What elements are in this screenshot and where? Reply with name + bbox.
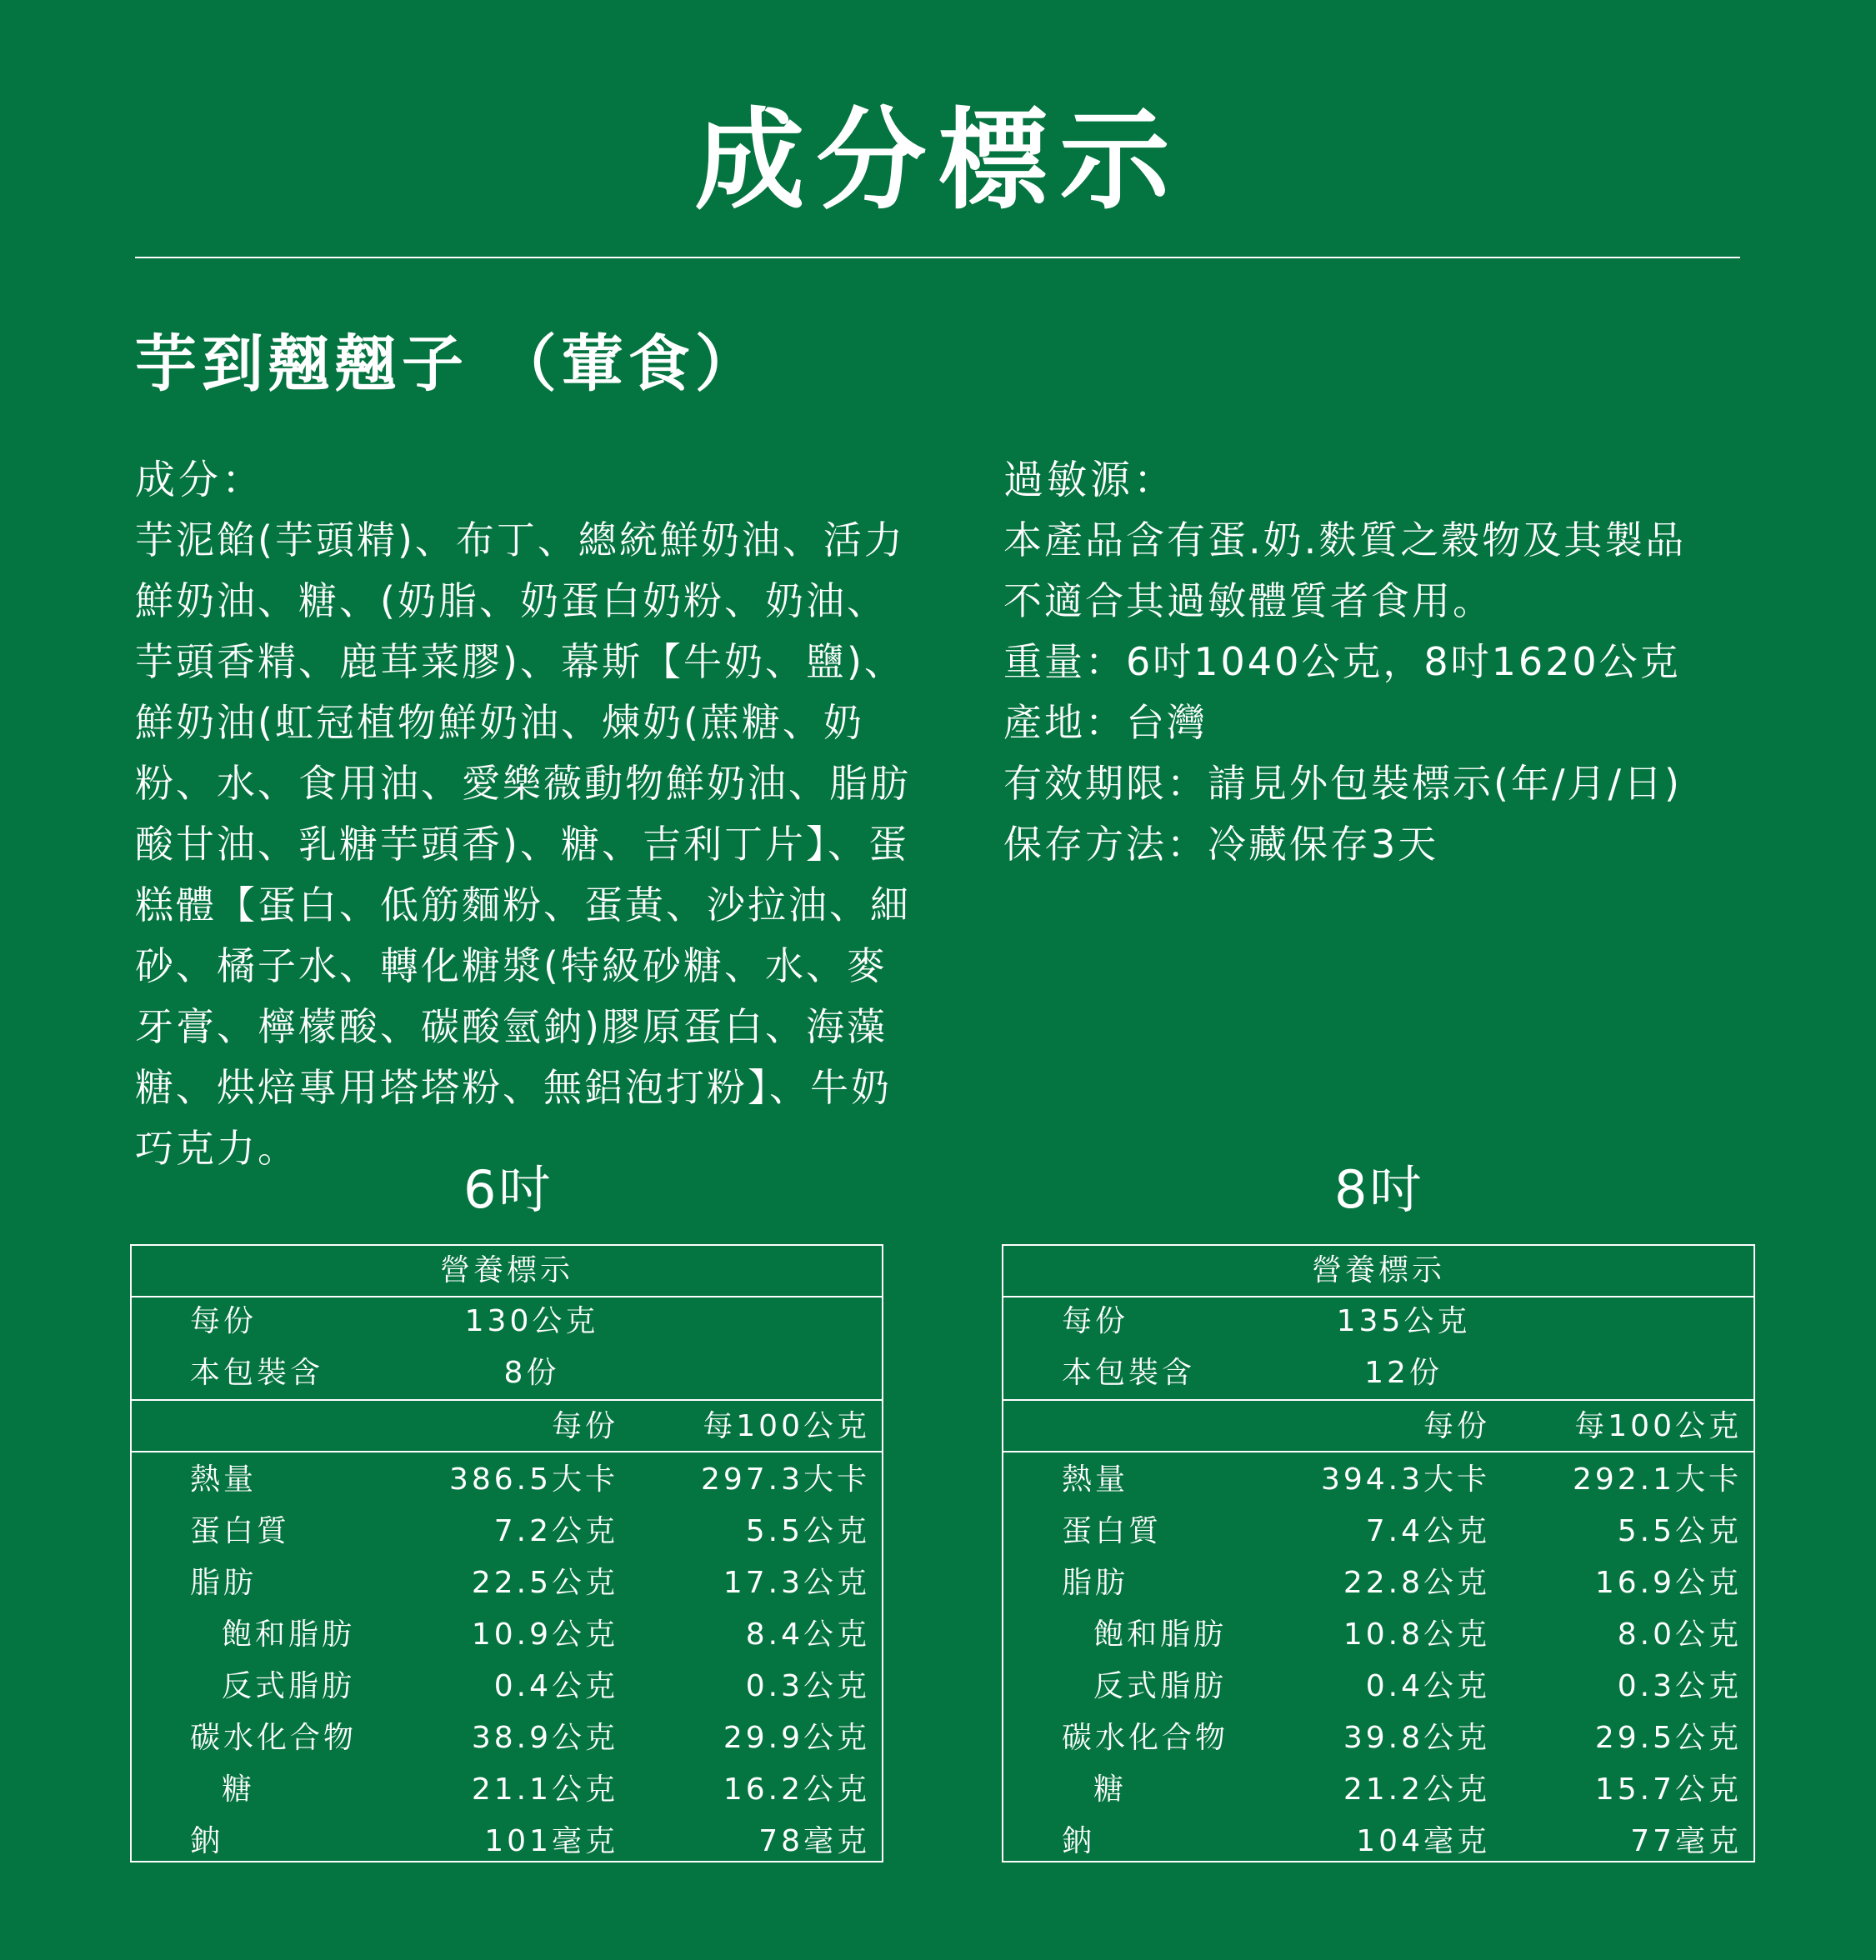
nutrient-per-100g: 8.4公克 — [745, 1618, 870, 1652]
ingredients-text: 芋泥餡(芋頭精)、布丁、總統鮮奶油、活力鮮奶油、糖、(奶脂、奶蛋白奶粉、奶油、芋頭香精、鹿茸菜膠)、幕斯【牛奶、鹽)、 鮮奶油(虹冠植物鮮奶油、煉奶(蔗糖、奶粉、水、食用油、愛樂薇動物鮮奶油、脂肪酸甘油、乳糖芋頭香)、糖、吉利丁片】、蛋糕體【蛋白、低筋麵粉、蛋黃、沙拉油、細砂、橘子水、轉化糖漿(特級砂糖、水、麥牙膏、檸檬酸、碳酸氫鈉)膠原蛋白、海藻糖、烘焙專用塔塔粉、無鋁泡打粉】、牛奶巧克力。 — [135, 518, 911, 1171]
nutrient-row — [132, 1558, 882, 1609]
page-title: 成分標示 — [694, 97, 1182, 225]
nutrient-per-serving: 394.3大卡 — [1320, 1462, 1490, 1497]
size-label-6: 6吋 — [463, 1159, 553, 1220]
nutrient-label: 糖 — [1093, 1772, 1128, 1807]
nutrition-table-6 — [130, 1244, 883, 1862]
nutrient-row — [132, 1816, 882, 1868]
nutrient-per-100g: 78毫克 — [758, 1824, 870, 1858]
nutrient-per-100g: 15.7公克 — [1594, 1772, 1742, 1807]
size-label-8: 8吋 — [1334, 1159, 1424, 1220]
origin-line: 產地：台灣 — [1003, 700, 1208, 745]
nutrient-per-serving: 0.4公克 — [493, 1669, 618, 1703]
serving-value: 130公克 — [464, 1304, 599, 1338]
nutrient-per-100g: 29.9公克 — [723, 1721, 870, 1755]
expiry-line: 有效期限：請見外包裝標示(年/月/日) — [1003, 761, 1682, 806]
ingredients-section — [135, 450, 918, 1179]
nutrient-row — [1003, 1506, 1753, 1558]
nutrient-per-serving: 39.8公克 — [1343, 1721, 1490, 1755]
column-header-per-100g: 每100公克 — [1574, 1409, 1742, 1443]
nutrient-per-100g: 0.3公克 — [745, 1669, 870, 1703]
table-divider — [1003, 1451, 1753, 1452]
nutrient-label: 碳水化合物 — [190, 1721, 358, 1755]
nutrient-per-100g: 5.5公克 — [1617, 1514, 1742, 1548]
allergen-section — [1003, 450, 1753, 875]
pack-label: 本包裝含 — [190, 1356, 324, 1390]
pack-value: 12份 — [1364, 1356, 1443, 1390]
column-header-row — [1003, 1401, 1753, 1452]
nutrient-per-serving: 10.9公克 — [471, 1618, 618, 1652]
pack-row — [1003, 1348, 1753, 1399]
nutrient-per-serving: 21.1公克 — [471, 1772, 618, 1807]
nutrient-row — [1003, 1712, 1753, 1764]
nutrient-label: 碳水化合物 — [1062, 1721, 1229, 1755]
nutrient-label: 反式脂肪 — [1093, 1669, 1228, 1703]
nutrient-label: 鈉 — [1062, 1824, 1096, 1858]
nutrient-label: 熱量 — [190, 1462, 258, 1497]
nutrient-label: 反式脂肪 — [222, 1669, 356, 1703]
nutrient-label: 飽和脂肪 — [222, 1618, 356, 1652]
nutrient-per-100g: 16.9公克 — [1594, 1566, 1742, 1600]
nutrient-row — [1003, 1609, 1753, 1661]
nutrient-per-serving: 21.2公克 — [1343, 1772, 1490, 1807]
nutrient-per-serving: 101毫克 — [484, 1824, 618, 1858]
serving-label: 每份 — [190, 1304, 258, 1338]
table-divider — [132, 1451, 882, 1452]
ingredients-heading: 成分： — [135, 457, 266, 503]
nutrient-per-serving: 10.8公克 — [1343, 1618, 1490, 1652]
nutrient-label: 蛋白質 — [190, 1514, 291, 1548]
nutrient-per-100g: 16.2公克 — [723, 1772, 870, 1807]
column-header-per-100g: 每100公克 — [703, 1409, 870, 1443]
nutrient-row — [132, 1506, 882, 1558]
nutrient-per-100g: 292.1大卡 — [1572, 1462, 1742, 1497]
product-name: 芋到翹翹子 （葷食） — [135, 328, 762, 400]
nutrient-row — [132, 1609, 882, 1661]
column-header-per-serving: 每份 — [1423, 1409, 1490, 1443]
serving-row — [1003, 1296, 1753, 1348]
column-header-row — [132, 1401, 882, 1452]
nutrient-per-100g: 0.3公克 — [1617, 1669, 1742, 1703]
pack-row — [132, 1348, 882, 1399]
allergen-heading: 過敏源： — [1003, 457, 1178, 503]
nutrient-per-100g: 297.3大卡 — [700, 1462, 870, 1497]
pack-label: 本包裝含 — [1062, 1356, 1196, 1390]
nutrient-row — [132, 1454, 882, 1506]
storage-line: 保存方法：冷藏保存3天 — [1003, 822, 1439, 867]
nutrient-per-100g: 77毫克 — [1630, 1824, 1742, 1858]
serving-value: 135公克 — [1336, 1304, 1471, 1338]
nutrient-label: 脂肪 — [190, 1566, 258, 1600]
nutrient-row — [132, 1661, 882, 1712]
nutrient-per-100g: 17.3公克 — [723, 1566, 870, 1600]
nutrient-per-100g: 8.0公克 — [1617, 1618, 1742, 1652]
nutrient-per-100g: 5.5公克 — [745, 1514, 870, 1548]
nutrient-row — [1003, 1558, 1753, 1609]
nutrient-label: 蛋白質 — [1062, 1514, 1163, 1548]
nutrition-header: 營養標示 — [1003, 1246, 1753, 1298]
nutrient-per-serving: 7.2公克 — [493, 1514, 618, 1548]
allergen-line: 本產品含有蛋.奶.麩質之穀物及其製品 — [1003, 518, 1687, 562]
column-header-per-serving: 每份 — [551, 1409, 618, 1443]
nutrition-table-8 — [1002, 1244, 1755, 1862]
nutrient-row — [132, 1712, 882, 1764]
nutrient-per-serving: 22.8公克 — [1343, 1566, 1490, 1600]
serving-row — [132, 1296, 882, 1348]
allergen-line: 不適合其過敏體質者食用。 — [1003, 578, 1493, 623]
weight-line: 重量：6吋1040公克，8吋1620公克 — [1003, 639, 1681, 684]
nutrient-per-serving: 22.5公克 — [471, 1566, 618, 1600]
nutrient-row — [1003, 1764, 1753, 1816]
nutrient-per-100g: 29.5公克 — [1594, 1721, 1742, 1755]
nutrient-per-serving: 0.4公克 — [1365, 1669, 1490, 1703]
nutrient-per-serving: 386.5大卡 — [448, 1462, 618, 1497]
nutrient-per-serving: 104毫克 — [1356, 1824, 1490, 1858]
title-divider — [135, 257, 1740, 258]
nutrient-label: 糖 — [222, 1772, 256, 1807]
nutrient-per-serving: 7.4公克 — [1365, 1514, 1490, 1548]
nutrient-row — [132, 1764, 882, 1816]
nutrition-header: 營養標示 — [132, 1246, 882, 1298]
serving-label: 每份 — [1062, 1304, 1129, 1338]
pack-value: 8份 — [503, 1356, 560, 1390]
nutrient-per-serving: 38.9公克 — [471, 1721, 618, 1755]
nutrient-row — [1003, 1454, 1753, 1506]
nutrient-row — [1003, 1661, 1753, 1712]
nutrient-row — [1003, 1816, 1753, 1868]
nutrient-label: 熱量 — [1062, 1462, 1129, 1497]
nutrient-label: 鈉 — [190, 1824, 224, 1858]
nutrient-label: 脂肪 — [1062, 1566, 1129, 1600]
nutrient-label: 飽和脂肪 — [1093, 1618, 1228, 1652]
